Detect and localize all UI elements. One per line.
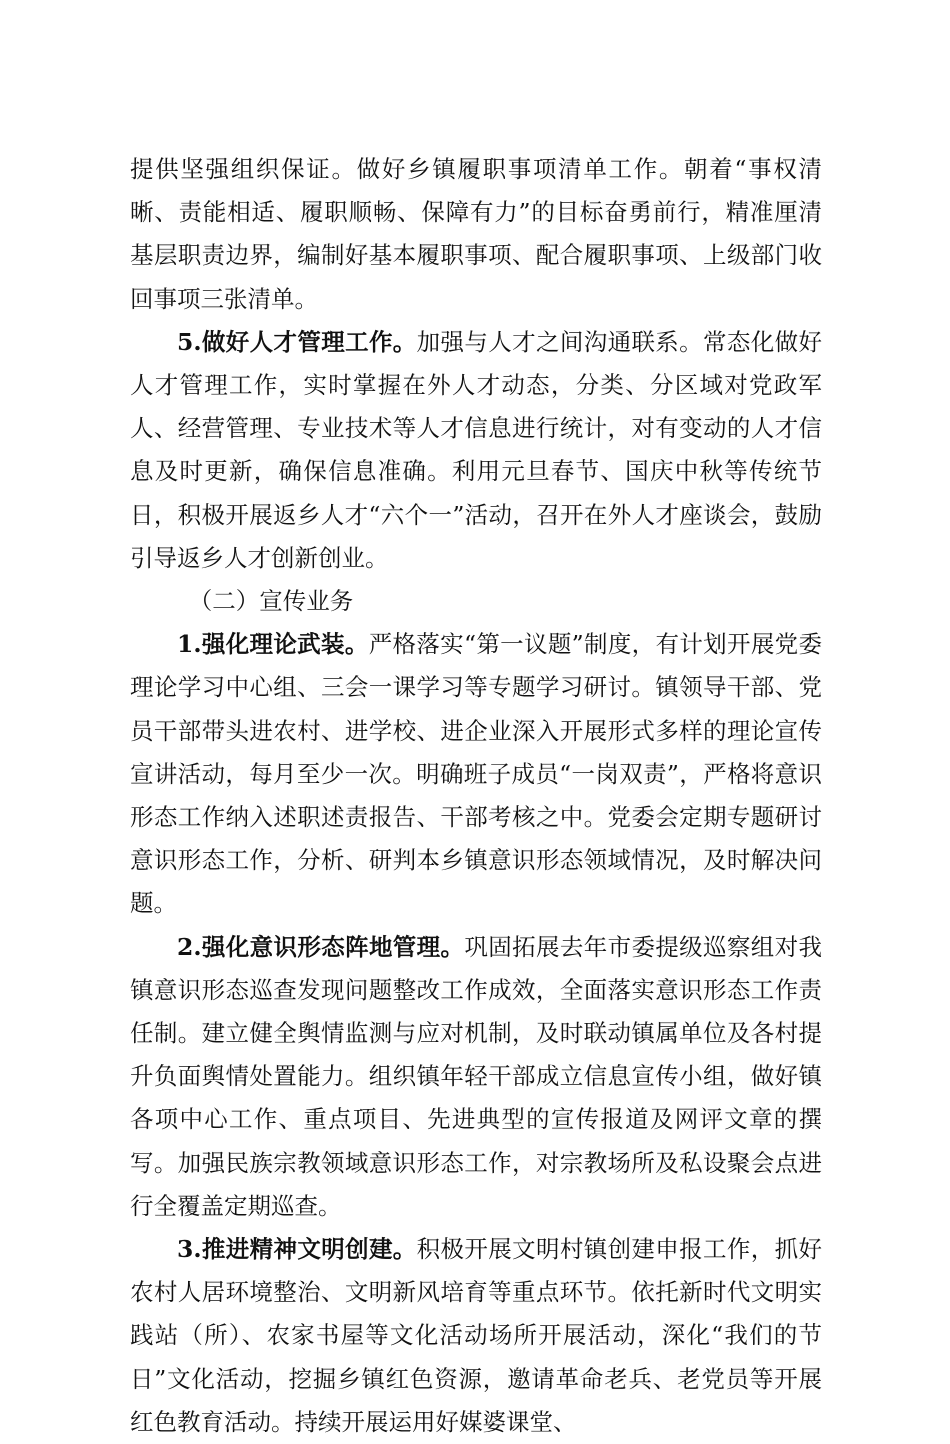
paragraph-lead: 5.做好人才管理工作。 [177, 327, 417, 356]
section-heading-publicity: （二）宣传业务 [188, 587, 354, 616]
document-body [130, 148, 822, 1444]
paragraph-lead: 3.推进精神文明创建。 [177, 1235, 417, 1264]
paragraph-theory-study [130, 623, 822, 925]
paragraph-text: 提供坚强组织保证。做好乡镇履职事项清单工作。朝着“事权清晰、责能相适、履职顺畅、保障有力”的目标奋勇前行，精准厘清基层职责边界，编制好基本履职事项、配合履职事项、上级部门收回事项三张清单。 [130, 155, 822, 313]
paragraph-text: 巩固拓展去年市委提级巡察组对我镇意识形态巡查发现问题整改工作成效，全面落实意识形态工作责任制。建立健全舆情监测与应对机制，及时联动镇属单位及各村提升负面舆情处置能力。组织镇年轻干部成立信息宣传小组，做好镇各项中心工作、重点项目、先进典型的宣传报道及网评文章的撰写。加强民族宗教领域意识形态工作，对宗教场所及私设聚会点进行全覆盖定期巡查。 [130, 932, 822, 1220]
paragraph-ideology-management [130, 926, 822, 1228]
paragraph-continuation [130, 148, 822, 321]
paragraph-spiritual-civilization [130, 1228, 822, 1444]
paragraph-text: 加强与人才之间沟通联系。常态化做好人才管理工作，实时掌握在外人才动态，分类、分区域对党政军人、经营管理、专业技术等人才信息进行统计，对有变动的人才信息及时更新，确保信息准确。利用元旦春节、国庆中秋等传统节日，积极开展返乡人才“六个一”活动，召开在外人才座谈会，鼓励引导返乡人才创新创业。 [130, 327, 822, 572]
paragraph-lead: 1.强化理论武装。 [177, 630, 369, 659]
paragraph-text: 积极开展文明村镇创建申报工作，抓好农村人居环境整治、文明新风培育等重点环节。依托新时代文明实践站（所）、农家书屋等文化活动场所开展活动，深化“我们的节日”文化活动，挖掘乡镇红色资源，邀请革命老兵、老党员等开展红色教育活动。持续开展运用好媒婆课堂、 [130, 1235, 822, 1436]
paragraph-talent-management [130, 321, 822, 580]
paragraph-lead: 2.强化意识形态阵地管理。 [177, 932, 465, 961]
paragraph-text: 严格落实“第一议题”制度，有计划开展党委理论学习中心组、三会一课学习等专题学习研讨。镇领导干部、党员干部带头进农村、进学校、进企业深入开展形式多样的理论宣传宣讲活动，每月至少一次。明确班子成员“一岗双责”，严格将意识形态工作纳入述职述责报告、干部考核之中。党委会定期专题研讨意识形态工作，分析、研判本乡镇意识形态领域情况，及时解决问题。 [130, 630, 822, 918]
